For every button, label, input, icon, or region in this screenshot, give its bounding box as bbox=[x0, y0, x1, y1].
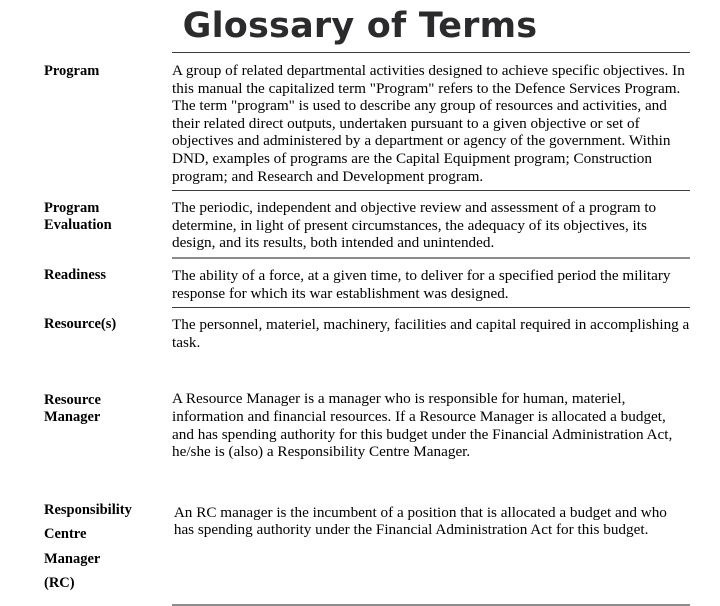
glossary-term-line: Manager (RC) bbox=[44, 550, 101, 592]
glossary-term bbox=[0, 267, 134, 284]
table-row bbox=[0, 259, 720, 307]
glossary-term-line: Program bbox=[44, 63, 100, 79]
glossary-definition: The periodic, independent and objective review and assessment of a program to determine, in light of present circumstances, the adequacy of its objectives, its design, and its results, both intended and unintended. bbox=[172, 199, 657, 252]
glossary-definition: An RC manager is the incumbent of a position that is allocated a budget and who has spending authority under the Financial Administration Act for this budget. bbox=[173, 503, 667, 539]
glossary-term-line: Program bbox=[44, 200, 100, 217]
table-rule-bottom bbox=[172, 604, 690, 606]
glossary-term-line: Resource bbox=[44, 392, 101, 409]
table-row bbox=[0, 466, 720, 601]
glossary-term-line: Evaluation bbox=[44, 217, 112, 234]
glossary-term-line: Resource(s) bbox=[44, 316, 117, 333]
table-row bbox=[0, 53, 720, 190]
glossary-term bbox=[0, 316, 134, 333]
glossary-definition: A group of related departmental activities designed to achieve specific objectives. In this manual the capitalized term "Program" refers to the Defence Services Program. The term "program" is used to describe any group of resources and activities, and their related direct outputs, undertaken pursuant to a given objective or set of objectives and administered by a department or agency of the government. Within DND, examples of programs are the Capital Equipment program; Construction program; and Research and Development program. bbox=[172, 62, 685, 185]
glossary-definition: The personnel, materiel, machinery, facilities and capital required in accomplishing a task. bbox=[172, 316, 690, 351]
glossary-definition: A Resource Manager is a manager who is responsible for human, materiel, information and financial resources. If a Resource Manager is allocated a budget, and has spending authority for this budget under the Financial Administration Act, he/she is (also) a Responsibility Centre Manager. bbox=[172, 390, 673, 461]
glossary-term bbox=[0, 62, 134, 80]
table-row bbox=[0, 308, 720, 356]
glossary-term bbox=[0, 498, 136, 596]
glossary-term-line: Manager bbox=[44, 409, 101, 426]
glossary-term bbox=[0, 199, 134, 234]
table-row bbox=[0, 191, 720, 257]
glossary-term-line: Responsibility bbox=[44, 501, 132, 518]
glossary-definition: The ability of a force, at a given time, to deliver for a specified period the military response for which its war establishment was designed. bbox=[172, 266, 671, 302]
glossary-table bbox=[0, 52, 720, 606]
page-title: Glossary of Terms bbox=[182, 6, 538, 46]
glossary-term-line: Readiness bbox=[44, 266, 107, 283]
glossary-term-line: Centre bbox=[44, 526, 87, 543]
glossary-term bbox=[0, 390, 134, 426]
table-row bbox=[0, 356, 720, 465]
